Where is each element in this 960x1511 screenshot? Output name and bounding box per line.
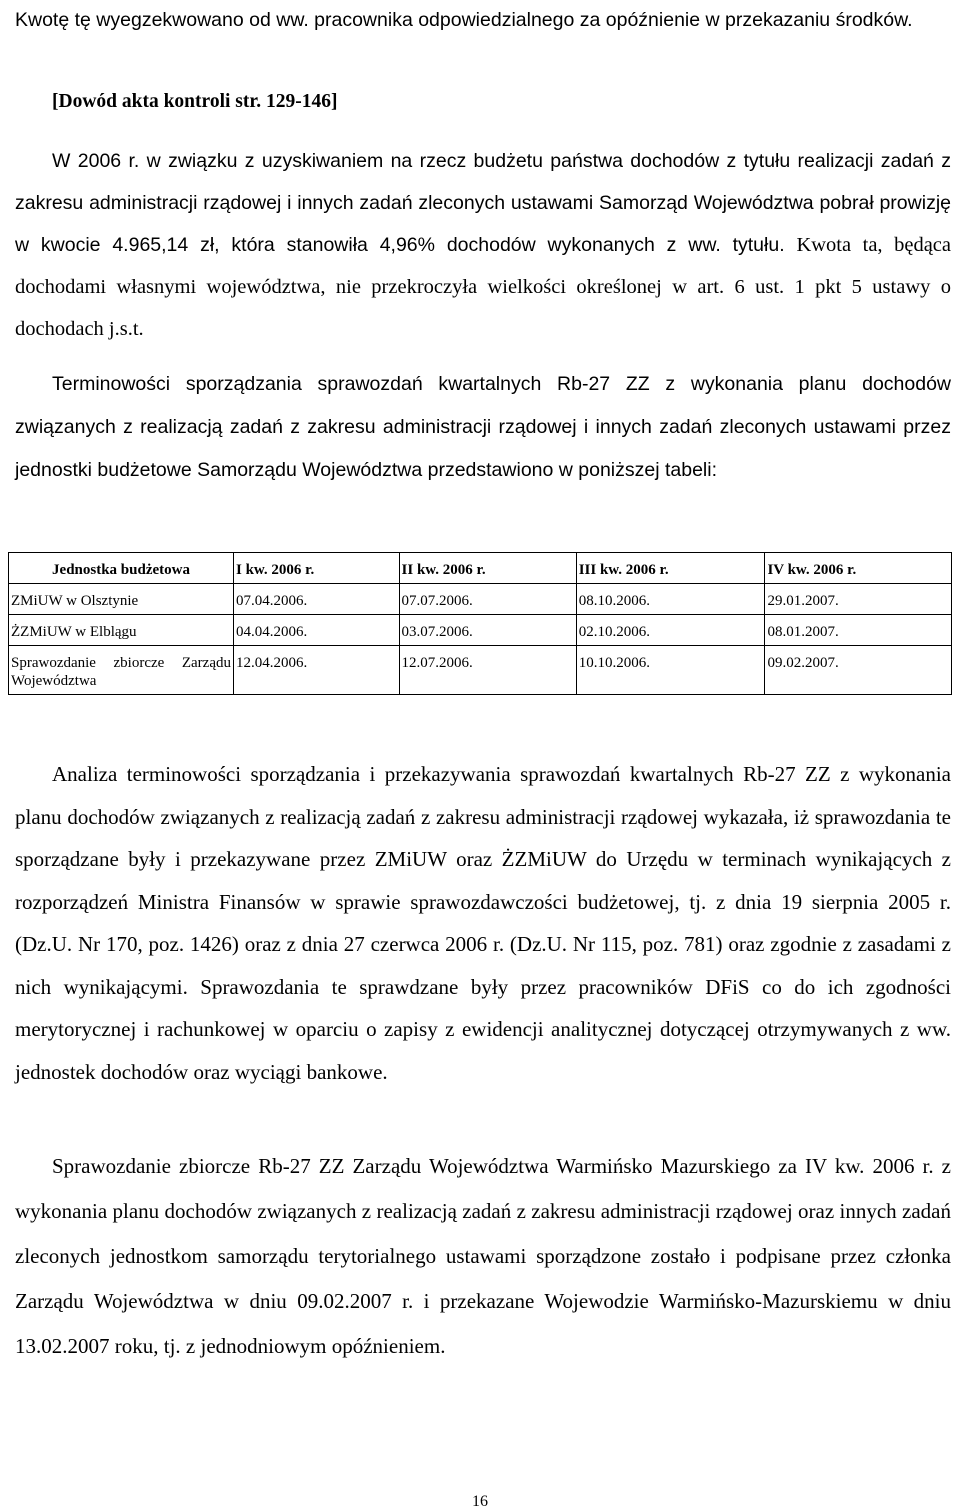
table-header-row [9, 553, 952, 584]
table-row [9, 646, 952, 695]
table-cell: Sprawozdanie zbiorcze Zarządu Województwa [9, 646, 234, 695]
table-cell: 04.04.2006. [234, 615, 400, 646]
table-cell: 10.10.2006. [576, 646, 765, 695]
evidence-reference: [Dowód akta kontroli str. 129-146] [52, 91, 338, 112]
table-cell: ŻZMiUW w Elblągu [9, 615, 234, 646]
table-cell: 03.07.2006. [399, 615, 576, 646]
table-cell: 29.01.2007. [765, 584, 952, 615]
table-cell: 08.01.2007. [765, 615, 952, 646]
table-cell: ZMiUW w Olsztynie [9, 584, 234, 615]
table-header-cell: Jednostka budżetowa [9, 553, 234, 584]
table-header-cell: I kw. 2006 r. [234, 553, 400, 584]
table-cell: 02.10.2006. [576, 615, 765, 646]
table-header-cell: IV kw. 2006 r. [765, 553, 952, 584]
table-cell: 07.07.2006. [399, 584, 576, 615]
reports-table [8, 552, 952, 695]
table-cell: 08.10.2006. [576, 584, 765, 615]
paragraph-5 [15, 1144, 951, 1369]
table-cell: 09.02.2007. [765, 646, 952, 695]
paragraph-2-tail: Kwota ta, będąca dochodami własnymi województwa, nie przekroczyła wielkości określonej w art. 6 ust. 1 pkt 5 ustawy o dochodach j.s.t. [15, 234, 951, 340]
table-cell: 07.04.2006. [234, 584, 400, 615]
table-header-cell: II kw. 2006 r. [399, 553, 576, 584]
paragraph-2-lead: W 2006 r. w związku z uzyskiwaniem na rzecz budżetu państwa dochodów z tytułu realizacji zadań z zakresu administracji rządowej i innych zadań zleconych ustawami Samorząd Województwa pobrał prowizję w kwocie 4.965,14 zł, która stanowiła 4,96% dochodów wykonanych z ww. tytułu. [15, 150, 951, 256]
paragraph-4-text: Analiza terminowości sporządzania i przekazywania sprawozdań kwartalnych Rb-27 ZZ z wykonania planu dochodów związanych z realizacją zadań z zakresu administracji rządowej wykazała, iż sprawozdania te sporządzane były i przekazywane przez ZMiUW oraz ŻZMiUW do Urzędu w terminach wynikających z rozporządzeń Ministra Finansów w sprawie sprawozdawczości budżetowej, tj. z dnia 19 sierpnia 2005 r. (Dz.U. Nr 170, poz. 1426) oraz z dnia 27 czerwca 2006 r. (Dz.U. Nr 115, poz. 781) oraz zgodnie z zasadami z nich wynikającymi. Sprawozdania te sprawdzane były przez pracowników DFiS co do ich zgodności merytorycznej i rachunkowej w oparciu o zapisy z ewidencji analitycznej dotyczącej otrzymywanych z ww. jednostek dochodów oraz wyciągi bankowe. [15, 762, 951, 1084]
paragraph-3-text: Terminowości sporządzania sprawozdań kwartalnych Rb-27 ZZ z wykonania planu dochodów związanych z realizacją zadań z zakresu administracji rządowej i innych zadań zleconych ustawami przez jednostki budżetowe Samorządu Województwa przedstawiono w poniższej tabeli: [15, 373, 951, 481]
paragraph-4 [15, 753, 951, 1093]
table-row [9, 615, 952, 646]
table-cell: 12.07.2006. [399, 646, 576, 695]
page-number: 16 [472, 1493, 488, 1510]
table-header-cell: III kw. 2006 r. [576, 553, 765, 584]
paragraph-2 [15, 140, 951, 350]
paragraph-5-text: Sprawozdanie zbiorcze Rb-27 ZZ Zarządu Województwa Warmińsko Mazurskiego za IV kw. 2006 r. z wykonania planu dochodów związanych z realizacją zadań z zakresu administracji rządowej oraz innych zadań zleconych jednostkom samorządu terytorialnego ustawami sporządzone zostało i podpisane przez członka Zarządu Województwa w dniu 09.02.2007 r. i przekazane Wojewodzie Warmińsko-Mazurskiemu w dniu 13.02.2007 roku, tj. z jednodniowym opóźnieniem. [15, 1154, 951, 1358]
paragraph-3 [15, 363, 951, 492]
table-cell: 12.04.2006. [234, 646, 400, 695]
table-row [9, 584, 952, 615]
paragraph-1: Kwotę tę wyegzekwowano od ww. pracownika odpowiedzialnego za opóźnienie w przekazaniu środków. [15, 9, 913, 31]
